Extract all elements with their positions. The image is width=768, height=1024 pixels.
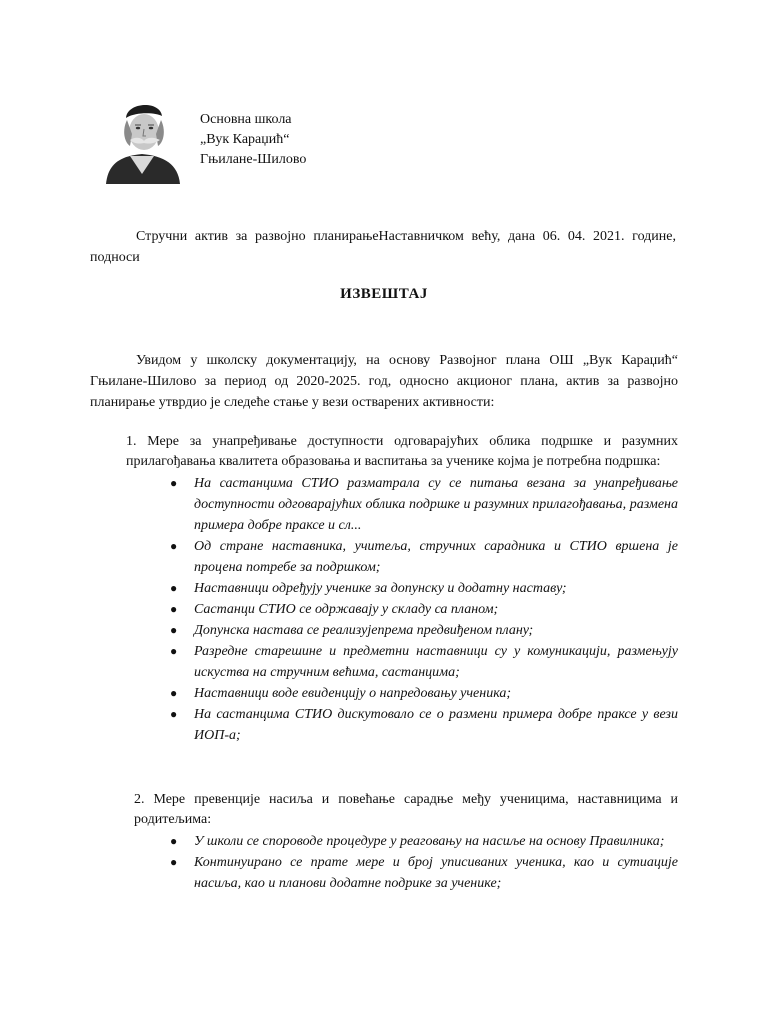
list-item	[166, 852, 678, 894]
list-item-text: Од стране наставника, учитеља, стручних сарадника и СТИО вршена је процена потребе за подршком;	[194, 539, 678, 575]
school-location: Гњилане-Шилово	[200, 152, 307, 167]
list-item	[166, 831, 678, 852]
bullet-icon: ●	[170, 686, 178, 700]
list-item	[166, 536, 678, 578]
list-item-text: Разредне старешине и предметни наставници су у комуникацији, размењују искуства на стручним већима, састанцима;	[194, 644, 678, 680]
section-1	[126, 432, 678, 746]
list-item	[166, 599, 678, 620]
section-2	[134, 790, 678, 894]
intro-text: Стручни актив за развојно планирањеНаставничком већу, дана 06. 04. 2021. године, подноси	[90, 229, 676, 265]
section-2-heading: 2. Мере превенције насиља и повећање сарадње међу ученицима, наставницима и родитељима:	[134, 792, 678, 827]
list-item-text: Наставници воде евиденцију о напредовању ученика;	[194, 686, 512, 701]
school-name: Основна школа	[200, 112, 292, 127]
bullet-icon: ●	[170, 644, 178, 658]
school-header	[200, 110, 306, 170]
list-item	[166, 620, 678, 641]
bullet-icon: ●	[170, 602, 178, 616]
bullet-icon: ●	[170, 707, 178, 721]
list-item-text: На састанцима СТИО разматрала су се питања везана за унапређивање доступности одговарајућих облика подршке и разумних прилагођавања, размена примера добре праксе и сл...	[194, 476, 678, 533]
bullet-icon: ●	[170, 581, 178, 595]
list-item	[166, 578, 678, 599]
list-item-text: На састанцима СТИО дискутовало се о размени примера добре праксе у вези ИОП-а;	[194, 707, 678, 743]
school-namesake: „Вук Караџић“	[200, 132, 290, 147]
body-paragraph: Увидом у школску документацију, на основу Развојног плана ОШ „Вук Караџић“ Гњилане-Шилово за период од 2020-2025. год, односно акционог плана, актив за развојно планирање утврдио је следеће стање у вези остварених активности:	[90, 353, 678, 410]
portrait-image	[100, 94, 184, 184]
bullet-icon: ●	[170, 623, 178, 637]
list-item-text: Састанци СТИО се одржавају у складу са планом;	[194, 602, 499, 617]
bullet-icon: ●	[170, 855, 178, 869]
bullet-icon: ●	[170, 476, 178, 490]
document-title: ИЗВЕШТАЈ	[340, 286, 428, 302]
list-item	[166, 473, 678, 536]
list-item	[166, 683, 678, 704]
bullet-icon: ●	[170, 539, 178, 553]
list-item	[166, 704, 678, 746]
section-1-list	[166, 473, 678, 746]
section-2-list	[166, 831, 678, 894]
list-item-text: Континуирано се прате мере и број уписиваних ученика, као и сутиације насиља, као и планови додатне подрике за ученике;	[194, 855, 678, 891]
list-item-text: Наставници одређују ученике за допунску и додатну наставу;	[194, 581, 567, 596]
list-item-text: У школи се спороводе процедуре у реаговању на насиље на основу Правилника;	[194, 834, 665, 849]
list-item-text: Допунска настава се реализујепрема предвиђеном плану;	[194, 623, 534, 638]
list-item	[166, 641, 678, 683]
bullet-icon: ●	[170, 834, 178, 848]
section-1-heading: 1. Мере за унапређивање доступности одговарајућих облика подршке и разумних прилагођавања квалитета образовања и васпитања за ученике којма је потребна подршка:	[126, 434, 678, 469]
